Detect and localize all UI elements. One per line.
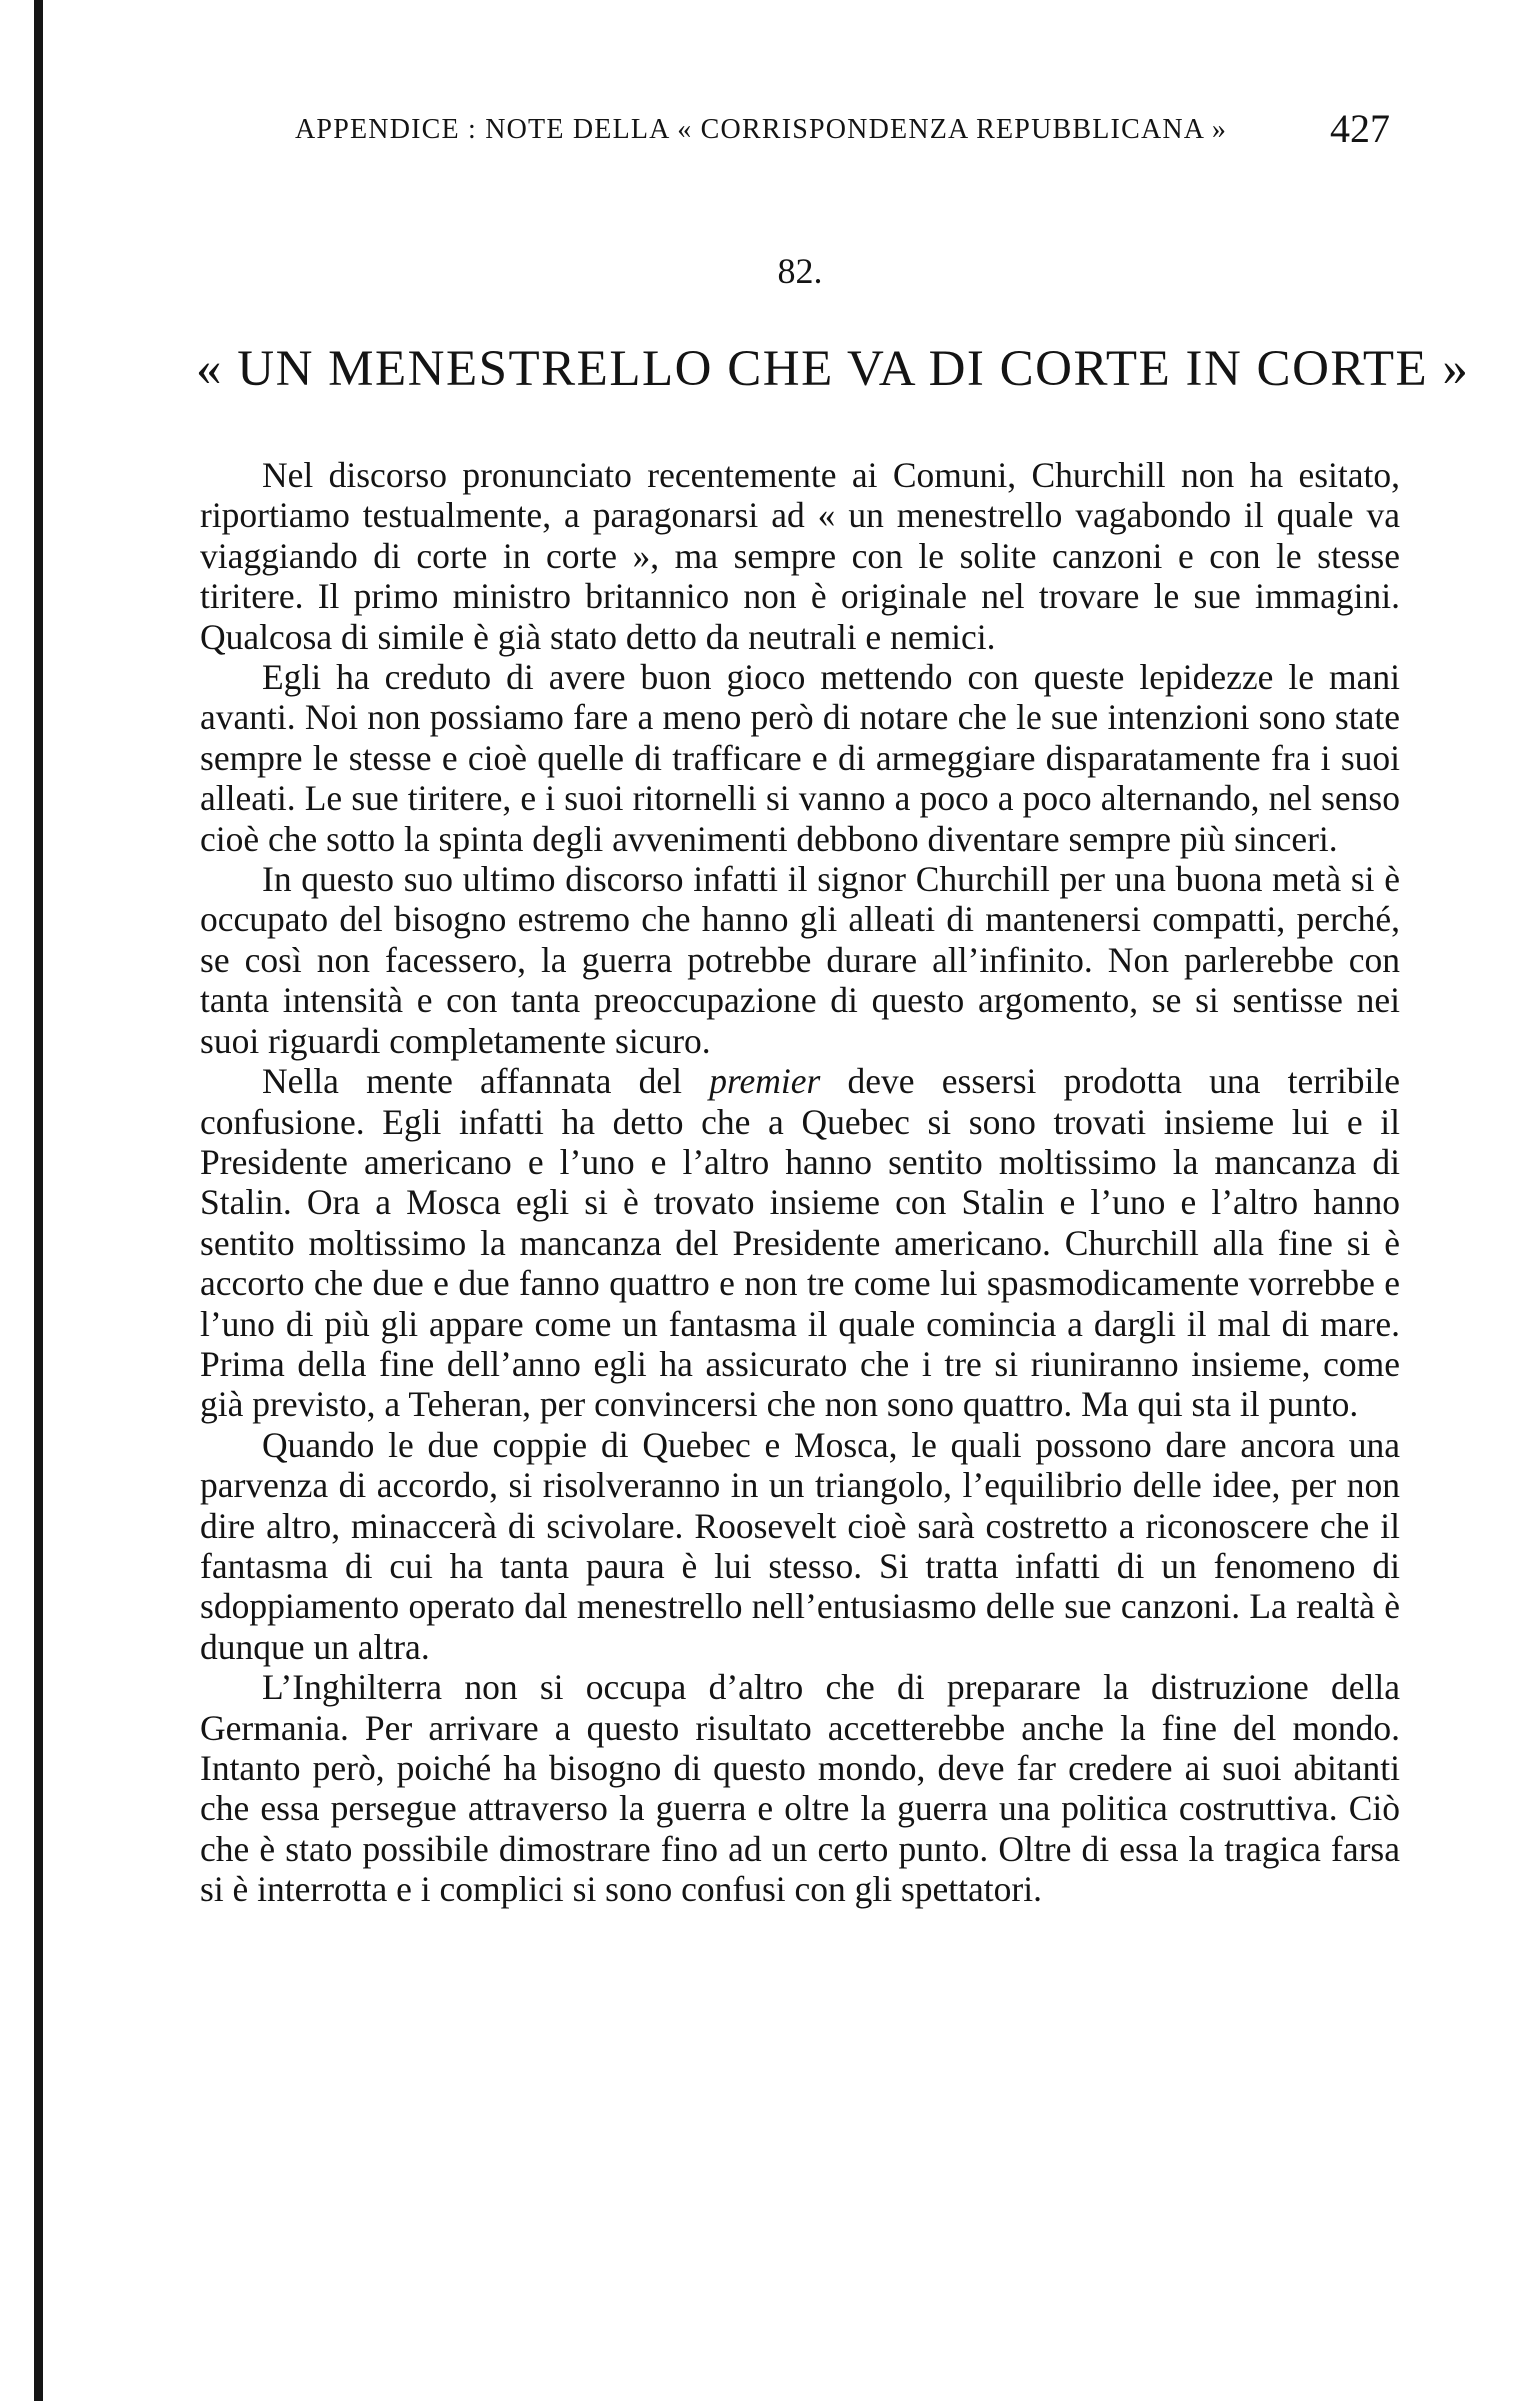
paragraph-4-start: Nella mente affannata del [262, 1061, 710, 1102]
paragraph-4-rest: deve essersi prodotta una terribile confusione. Egli infatti ha detto che a Quebec si sono trovati insieme lui e il Presidente americano e l’uno e l’altro hanno sentito moltissimo la mancanza di Stalin. Ora a Mosca egli si è trovato insieme con Stalin e l’uno e l’altro hanno sentito moltissimo la mancanza del Presidente americano. Churchill alla fine si è accorto che due e due fanno quattro e non tre come lui spasmodicamente vorrebbe e l’uno di più gli appare come un fantasma il quale comincia a dargli il mal di mare. Prima della fine dell’anno egli ha assicurato che i tre si riuniranno insieme, come già previsto, a Teheran, per convincersi che non sono quattro. Ma qui sta il punto. [200, 1061, 1400, 1425]
premier-emphasis: premier [709, 1061, 821, 1102]
paragraph-6: L’Inghilterra non si occupa d’altro che di preparare la distruzione della Germania. Per arrivare a questo risultato accetterebbe anche la fine del mondo. Intanto però, poiché ha bisogno di questo mondo, deve far credere ai suoi abitanti che essa persegue attraverso la guerra e oltre la guerra una politica costruttiva. Ciò che è stato possibile dimostrare fino ad un certo punto. Oltre di essa la tragica farsa si è interrotta e i complici si sono confusi con gli spettatori. [200, 1667, 1400, 1910]
paragraph-4 [200, 1061, 1400, 1425]
paragraph-2: Egli ha creduto di avere buon gioco mettendo con queste lepidezze le mani avanti. Noi non possiamo fare a meno però di notare che le sue intenzioni sono state sempre le stesse e cioè quelle di trafficare e di armeggiare disparatamente fra i suoi alleati. Le sue tiritere, e i suoi ritornelli si vanno a poco a poco alternando, nel senso cioè che sotto la spinta degli avvenimenti debbono diventare sempre più sinceri. [200, 657, 1400, 859]
scan-edge-shadow [34, 0, 43, 2401]
note-number: 82. [777, 251, 823, 291]
article-body [200, 455, 1400, 1910]
paragraph-5: Quando le due coppie di Quebec e Mosca, le quali possono dare ancora una parvenza di accordo, si risolveranno in un triangolo, l’equilibrio delle idee, per non dire altro, minaccerà di scivolare. Roosevelt cioè sarà costretto a riconoscere che il fantasma di cui ha tanta paura è lui stesso. Si tratta infatti di un fenomeno di sdoppiamento operato dal menestrello nell’entusiasmo delle sue canzoni. La realtà è dunque un altra. [200, 1424, 1400, 1667]
paragraph-3: In questo suo ultimo discorso infatti il signor Churchill per una buona metà si è occupato del bisogno estremo che hanno gli alleati di mantenersi compatti, perché, se così non facessero, la guerra potrebbe durare all’infinito. Non parlerebbe con tanta intensità e con tanta preoccupazione di questo argomento, se si sentisse nei suoi riguardi completamente sicuro. [200, 859, 1400, 1061]
running-title: APPENDICE : NOTE DELLA « CORRISPONDENZA REPUBBLICANA » [295, 114, 1228, 145]
running-header [200, 100, 1400, 160]
page-number: 427 [1330, 106, 1390, 151]
paragraph-1: Nel discorso pronunciato recentemente ai Comuni, Churchill non ha esitato, riportiamo testualmente, a paragonarsi ad « un menestrello vagabondo il quale va viaggiando di corte in corte », ma sempre con le solite canzoni e con le stesse tiritere. Il primo ministro britannico non è originale nel trovare le sue immagini. Qualcosa di simile è già stato detto da neutrali e nemici. [200, 455, 1400, 657]
article-title: « UN MENESTRELLO CHE VA DI CORTE IN CORTE » [196, 341, 1470, 397]
